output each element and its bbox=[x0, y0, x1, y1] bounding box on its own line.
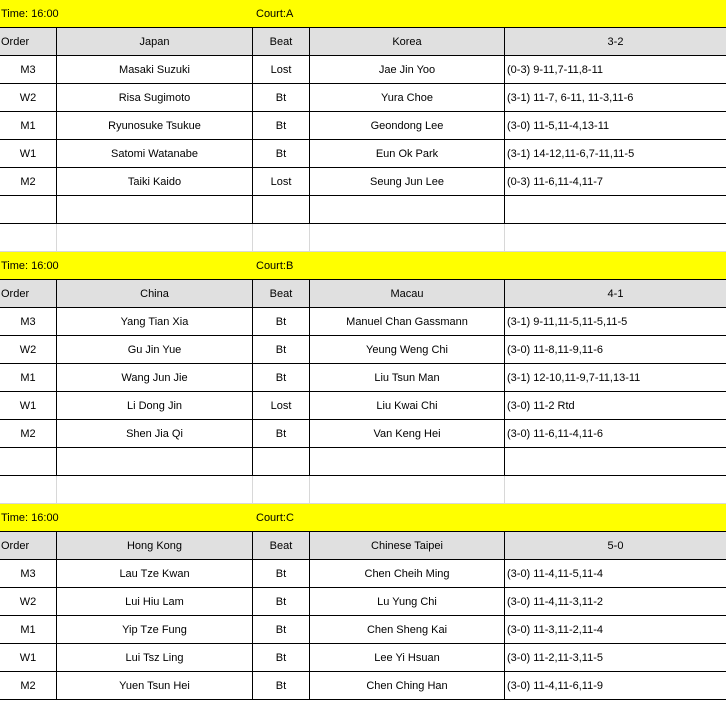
score-cell: (3-0) 11-8,11-9,11-6 bbox=[505, 336, 726, 364]
order-cell: W2 bbox=[0, 84, 57, 112]
team-a-header: China bbox=[57, 280, 253, 308]
player-a-cell: Risa Sugimoto bbox=[57, 84, 253, 112]
result-cell: Bt bbox=[253, 84, 310, 112]
score-cell: (3-0) 11-2,11-3,11-5 bbox=[505, 644, 726, 672]
beat-header: Beat bbox=[253, 28, 310, 56]
empty-cell bbox=[57, 196, 253, 224]
result-cell: Bt bbox=[253, 308, 310, 336]
empty-cell bbox=[253, 224, 310, 252]
empty-cell bbox=[310, 448, 505, 476]
team-b-header: Chinese Taipei bbox=[310, 532, 505, 560]
result-cell: Bt bbox=[253, 364, 310, 392]
player-a-cell: Yang Tian Xia bbox=[57, 308, 253, 336]
score-cell: (3-1) 14-12,11-6,7-11,11-5 bbox=[505, 140, 726, 168]
order-cell: M1 bbox=[0, 112, 57, 140]
order-cell: M2 bbox=[0, 168, 57, 196]
player-b-cell: Seung Jun Lee bbox=[310, 168, 505, 196]
empty-cell bbox=[253, 196, 310, 224]
player-b-cell: Eun Ok Park bbox=[310, 140, 505, 168]
result-cell: Bt bbox=[253, 588, 310, 616]
court-c-time-row bbox=[0, 504, 726, 532]
court-label: Court:C bbox=[256, 512, 294, 524]
player-b-cell: Lee Yi Hsuan bbox=[310, 644, 505, 672]
player-b-cell: Liu Kwai Chi bbox=[310, 392, 505, 420]
empty-cell bbox=[505, 224, 726, 252]
table-row bbox=[0, 392, 726, 420]
order-cell: W2 bbox=[0, 336, 57, 364]
order-cell: M3 bbox=[0, 308, 57, 336]
player-a-cell: Yip Tze Fung bbox=[57, 616, 253, 644]
score-cell: (3-0) 11-4,11-5,11-4 bbox=[505, 560, 726, 588]
spacer-row bbox=[0, 476, 726, 504]
result-cell: Lost bbox=[253, 392, 310, 420]
court-b-time-row bbox=[0, 252, 726, 280]
court-a-time-row bbox=[0, 0, 726, 28]
player-a-cell: Taiki Kaido bbox=[57, 168, 253, 196]
order-header: Order bbox=[0, 280, 57, 308]
empty-cell bbox=[505, 196, 726, 224]
empty-cell bbox=[310, 196, 505, 224]
order-header: Order bbox=[0, 532, 57, 560]
order-cell: M1 bbox=[0, 364, 57, 392]
beat-header: Beat bbox=[253, 280, 310, 308]
score-cell: (3-1) 11-7, 6-11, 11-3,11-6 bbox=[505, 84, 726, 112]
player-b-cell: Yura Choe bbox=[310, 84, 505, 112]
court-a-header-row bbox=[0, 28, 726, 56]
player-a-cell: Yuen Tsun Hei bbox=[57, 672, 253, 700]
match-score-header: 3-2 bbox=[505, 28, 726, 56]
team-b-header: Korea bbox=[310, 28, 505, 56]
score-cell: (3-0) 11-3,11-2,11-4 bbox=[505, 616, 726, 644]
table-row bbox=[0, 672, 726, 700]
empty-cell bbox=[310, 476, 505, 504]
match-score-header: 5-0 bbox=[505, 532, 726, 560]
player-a-cell: Lui Hiu Lam bbox=[57, 588, 253, 616]
order-header: Order bbox=[0, 28, 57, 56]
empty-cell bbox=[0, 476, 57, 504]
score-cell: (3-0) 11-4,11-3,11-2 bbox=[505, 588, 726, 616]
order-cell: W2 bbox=[0, 588, 57, 616]
score-cell: (0-3) 11-6,11-4,11-7 bbox=[505, 168, 726, 196]
player-b-cell: Chen Cheih Ming bbox=[310, 560, 505, 588]
match-score-header: 4-1 bbox=[505, 280, 726, 308]
empty-cell bbox=[57, 476, 253, 504]
order-cell: W1 bbox=[0, 644, 57, 672]
empty-cell bbox=[0, 448, 57, 476]
team-a-header: Hong Kong bbox=[57, 532, 253, 560]
player-b-cell: Chen Sheng Kai bbox=[310, 616, 505, 644]
court-label: Court:B bbox=[256, 260, 294, 272]
order-cell: W1 bbox=[0, 140, 57, 168]
player-b-cell: Manuel Chan Gassmann bbox=[310, 308, 505, 336]
player-b-cell: Chen Ching Han bbox=[310, 672, 505, 700]
table-row bbox=[0, 560, 726, 588]
team-b-header: Macau bbox=[310, 280, 505, 308]
court-b-header-row bbox=[0, 280, 726, 308]
table-row bbox=[0, 588, 726, 616]
time-label: Time: 16:00 bbox=[1, 260, 59, 272]
table-row bbox=[0, 308, 726, 336]
player-a-cell: Gu Jin Yue bbox=[57, 336, 253, 364]
empty-cell bbox=[0, 224, 57, 252]
result-cell: Lost bbox=[253, 56, 310, 84]
player-b-cell: Geondong Lee bbox=[310, 112, 505, 140]
team-a-header: Japan bbox=[57, 28, 253, 56]
order-cell: M3 bbox=[0, 560, 57, 588]
result-cell: Bt bbox=[253, 644, 310, 672]
player-a-cell: Masaki Suzuki bbox=[57, 56, 253, 84]
order-cell: M2 bbox=[0, 420, 57, 448]
result-cell: Bt bbox=[253, 672, 310, 700]
empty-cell bbox=[57, 448, 253, 476]
court-label: Court:A bbox=[256, 8, 294, 20]
spacer-row bbox=[0, 224, 726, 252]
table-row bbox=[0, 644, 726, 672]
score-cell: (3-0) 11-5,11-4,13-11 bbox=[505, 112, 726, 140]
table-row bbox=[0, 616, 726, 644]
score-cell: (3-0) 11-2 Rtd bbox=[505, 392, 726, 420]
player-b-cell: Yeung Weng Chi bbox=[310, 336, 505, 364]
result-cell: Bt bbox=[253, 560, 310, 588]
player-b-cell: Lu Yung Chi bbox=[310, 588, 505, 616]
court-c-header-row bbox=[0, 532, 726, 560]
player-b-cell: Van Keng Hei bbox=[310, 420, 505, 448]
player-a-cell: Lui Tsz Ling bbox=[57, 644, 253, 672]
table-row bbox=[0, 364, 726, 392]
time-label: Time: 16:00 bbox=[1, 8, 59, 20]
empty-cell bbox=[0, 196, 57, 224]
player-a-cell: Shen Jia Qi bbox=[57, 420, 253, 448]
player-b-cell: Jae Jin Yoo bbox=[310, 56, 505, 84]
order-cell: M1 bbox=[0, 616, 57, 644]
score-cell: (0-3) 9-11,7-11,8-11 bbox=[505, 56, 726, 84]
order-cell: M3 bbox=[0, 56, 57, 84]
table-row bbox=[0, 336, 726, 364]
result-cell: Bt bbox=[253, 336, 310, 364]
empty-row bbox=[0, 196, 726, 224]
order-cell: M2 bbox=[0, 672, 57, 700]
table-row bbox=[0, 420, 726, 448]
score-cell: (3-1) 12-10,11-9,7-11,13-11 bbox=[505, 364, 726, 392]
result-cell: Bt bbox=[253, 616, 310, 644]
empty-cell bbox=[253, 448, 310, 476]
player-a-cell: Wang Jun Jie bbox=[57, 364, 253, 392]
result-cell: Lost bbox=[253, 168, 310, 196]
player-b-cell: Liu Tsun Man bbox=[310, 364, 505, 392]
empty-row bbox=[0, 448, 726, 476]
empty-cell bbox=[505, 476, 726, 504]
order-cell: W1 bbox=[0, 392, 57, 420]
beat-header: Beat bbox=[253, 532, 310, 560]
score-cell: (3-0) 11-4,11-6,11-9 bbox=[505, 672, 726, 700]
empty-cell bbox=[57, 224, 253, 252]
score-cell: (3-1) 9-11,11-5,11-5,11-5 bbox=[505, 308, 726, 336]
time-label: Time: 16:00 bbox=[1, 512, 59, 524]
result-cell: Bt bbox=[253, 112, 310, 140]
empty-cell bbox=[505, 448, 726, 476]
empty-cell bbox=[253, 476, 310, 504]
table-row bbox=[0, 168, 726, 196]
result-cell: Bt bbox=[253, 140, 310, 168]
player-a-cell: Li Dong Jin bbox=[57, 392, 253, 420]
score-cell: (3-0) 11-6,11-4,11-6 bbox=[505, 420, 726, 448]
result-cell: Bt bbox=[253, 420, 310, 448]
table-row bbox=[0, 56, 726, 84]
table-row bbox=[0, 112, 726, 140]
player-a-cell: Ryunosuke Tsukue bbox=[57, 112, 253, 140]
table-row bbox=[0, 84, 726, 112]
empty-cell bbox=[310, 224, 505, 252]
table-row bbox=[0, 140, 726, 168]
player-a-cell: Lau Tze Kwan bbox=[57, 560, 253, 588]
player-a-cell: Satomi Watanabe bbox=[57, 140, 253, 168]
